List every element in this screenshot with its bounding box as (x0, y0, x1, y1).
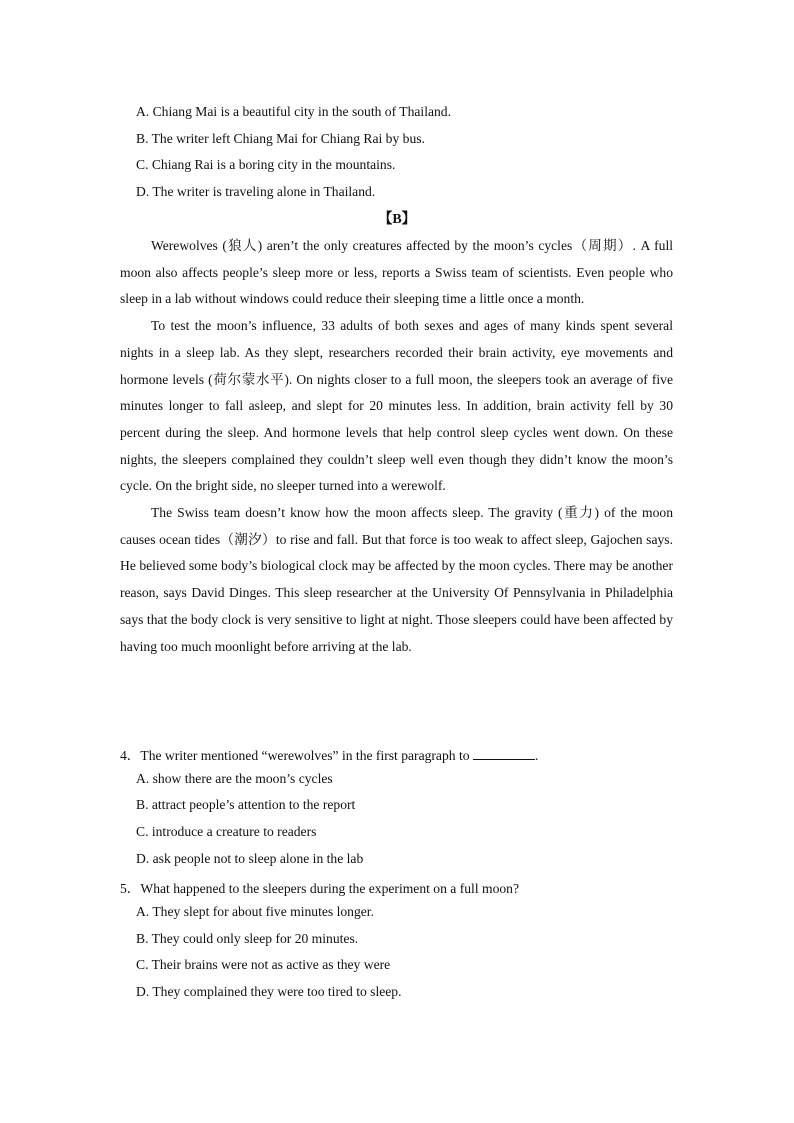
q5-option-c: C. Their brains were not as active as they were (136, 957, 391, 972)
question-4 (120, 744, 538, 764)
prev-option-c: C. Chiang Rai is a boring city in the mountains. (136, 157, 396, 172)
question-5-stem: 5．What happened to the sleepers during the experiment on a full moon? (120, 881, 520, 896)
passage-paragraph-2: To test the moon’s influence, 33 adults of both sexes and ages of many kinds spent several nights in a sleep lab. As they slept, researchers recorded their brain activity, eye movements and hormone levels (荷尔蒙水平). On nights closer to a full moon, the sleepers took an average of five minutes longer to fall asleep, and slept for 20 minutes less. In addition, brain activity fell by 30 percent during the sleep. And hormone levels that help control sleep cycles went down. On these nights, the sleepers complained they couldn’t sleep well even though they didn’t know the moon’s cycle. On the bright side, no sleeper turned into a werewolf. (120, 318, 673, 494)
prev-option-b: B. The writer left Chiang Mai for Chiang Rai by bus. (136, 131, 425, 146)
q5-option-b: B. They could only sleep for 20 minutes. (136, 931, 359, 946)
q4-option-b: B. attract people’s attention to the report (136, 797, 356, 812)
passage (120, 233, 673, 660)
question-4-stem: 4．The writer mentioned “werewolves” in the first paragraph to (120, 748, 470, 763)
section-heading: 【B】 (378, 212, 416, 227)
question-4-end: . (534, 748, 539, 763)
q5-option-a: A. They slept for about five minutes longer. (136, 904, 374, 919)
passage-paragraph-3: The Swiss team doesn’t know how the moon affects sleep. The gravity (重力) of the moon causes ocean tides（潮汐）to rise and fall. But that force is too weak to affect sleep, Gajochen says. He believed some body’s biological clock may be affected by the moon cycles. There may be another reason, says David Dinges. This sleep researcher at the University Of Pennsylvania in Philadelphia says that the body clock is very sensitive to light at night. Those sleepers could have been affected by having too much moonlight before arriving at the lab. (120, 505, 673, 654)
answer-blank (473, 746, 535, 760)
q4-option-a: A. show there are the moon’s cycles (136, 771, 333, 786)
q4-option-c: C. introduce a creature to readers (136, 824, 317, 839)
q4-option-d: D. ask people not to sleep alone in the lab (136, 851, 364, 866)
q5-option-d: D. They complained they were too tired to sleep. (136, 984, 402, 999)
prev-option-a: A. Chiang Mai is a beautiful city in the south of Thailand. (136, 104, 451, 119)
prev-option-d: D. The writer is traveling alone in Thailand. (136, 184, 376, 199)
passage-paragraph-1: Werewolves (狼人) aren’t the only creatures affected by the moon’s cycles（周期）. A full moon also affects people’s sleep more or less, reports a Swiss team of scientists. Even people who sleep in a lab without windows could reduce their sleeping time a little once a month. (120, 238, 673, 307)
